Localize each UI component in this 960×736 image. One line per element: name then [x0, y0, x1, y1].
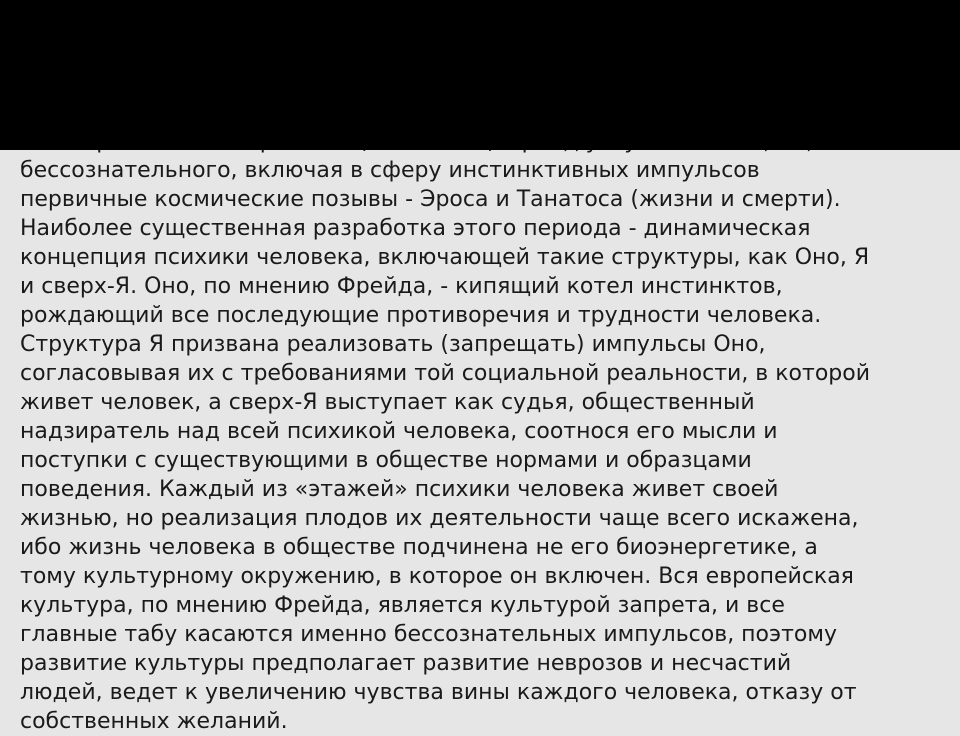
text-line: бессознательного, включая в сферу инстинктивных импульсов — [20, 158, 760, 183]
text-line: ибо жизнь человека в обществе подчинена не его биоэнергетике, а — [20, 535, 818, 560]
text-line: живет человек, а сверх-Я выступает как судья, общественный — [20, 390, 755, 415]
text-line: Наиболее существенная разработка этого периода - динамическая — [20, 216, 811, 241]
text-line: концепция психики человека, включающей такие структуры, как Оно, Я — [20, 245, 870, 270]
text-line: и сверх-Я. Оно, по мнению Фрейда, - кипящий котел инстинктов, — [20, 274, 783, 299]
text-line: жизнью, но реализация плодов их деятельности чаще всего искажена, — [20, 506, 859, 531]
text-line: рождающий все последующие противоречия и трудности человека. — [20, 303, 822, 328]
text-line: согласовывая их с требованиями той социальной реальности, в которой — [20, 361, 871, 386]
text-line: первичные космические позывы - Эроса и Танатоса (жизни и смерти). — [20, 187, 841, 212]
text-line: людей, ведет к увеличению чувства вины каждого человека, отказу от — [20, 680, 857, 705]
text-line: надзиратель над всей психикой человека, соотнося его мысли и — [20, 419, 778, 444]
text-line: главные табу касаются именно бессознательных импульсов, поэтому — [20, 622, 837, 647]
text-line: развитие культуры предполагает развитие неврозов и несчастий — [20, 651, 792, 676]
body-text — [20, 127, 955, 736]
text-line: Структура Я призвана реализовать (запрещать) импульсы Оно, — [20, 332, 766, 357]
text-line: поведения. Каждый из «этажей» психики человека живет своей — [20, 477, 779, 502]
text-line: собственных желаний. — [20, 709, 288, 734]
text-line: тому культурному окружению, в которое он включен. Вся европейская — [20, 564, 854, 589]
header-bar — [0, 0, 960, 150]
text-line: поступки с существующими в обществе нормами и образцами — [20, 448, 752, 473]
text-line: культура, по мнению Фрейда, является культурой запрета, и все — [20, 593, 785, 618]
